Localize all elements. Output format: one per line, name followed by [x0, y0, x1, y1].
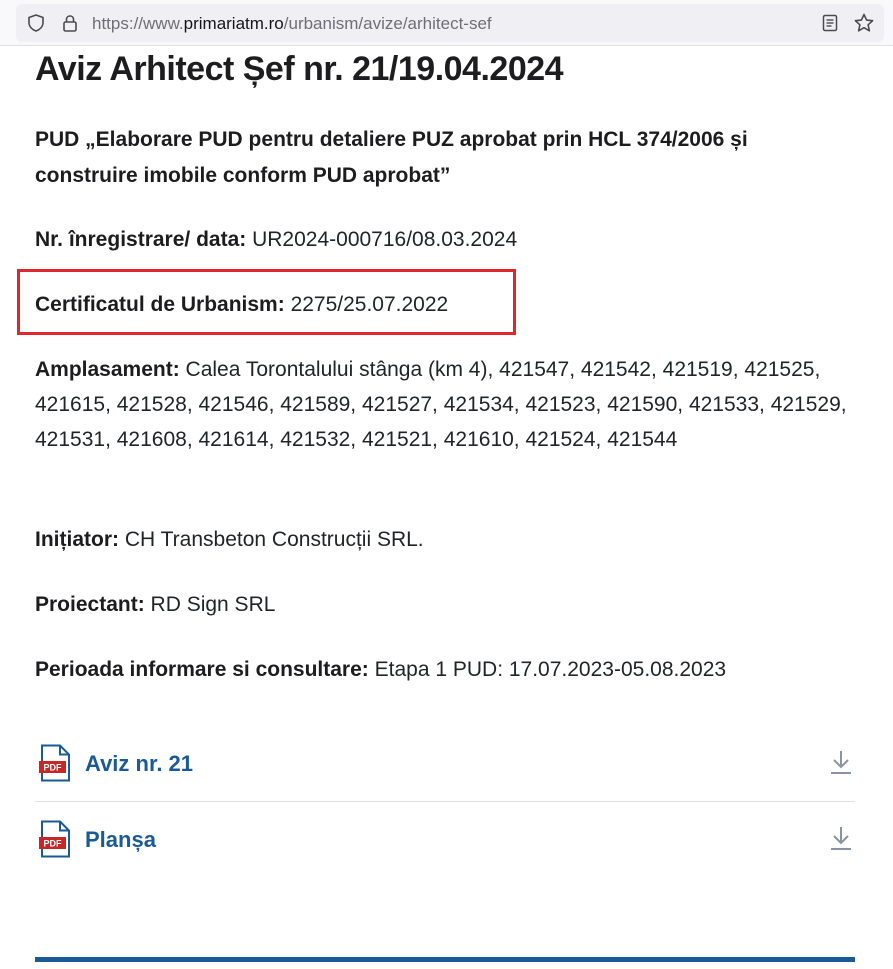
reader-view-icon[interactable]: [820, 13, 840, 33]
url-host: primariatm.ro: [183, 14, 284, 33]
pdf-file-icon: [39, 744, 71, 782]
period-value: Etapa 1 PUD: 17.07.2023-05.08.2023: [374, 658, 727, 681]
pdf-file-icon: [39, 820, 71, 858]
shield-icon[interactable]: [26, 13, 46, 33]
url-text[interactable]: [92, 14, 492, 34]
certificate-value: 2275/25.07.2022: [290, 293, 449, 316]
registration-value: UR2024-000716/08.03.2024: [252, 228, 518, 251]
period-field: [35, 652, 855, 687]
initiator-field: [35, 522, 855, 557]
designer-label: Proiectant:: [35, 593, 145, 616]
url-path: /urbanism/avize/arhitect-sef: [283, 14, 492, 33]
download-icon[interactable]: [829, 748, 853, 776]
initiator-label: Inițiator:: [35, 528, 119, 551]
attachment-divider: [35, 801, 855, 802]
footer-accent-bar: [35, 957, 855, 962]
certificate-field: [35, 287, 855, 322]
download-icon[interactable]: [829, 824, 853, 852]
location-label: Amplasament:: [35, 358, 180, 381]
pdf-badge: PDF: [43, 838, 62, 849]
project-description: PUD „Elaborare PUD pentru detaliere PUZ aprobat prin HCL 374/2006 și construire imobile conform PUD aprobat”: [35, 128, 748, 187]
location-field: [35, 352, 855, 457]
certificate-label: Certificatul de Urbanism:: [35, 293, 285, 316]
attachment-link[interactable]: Planșa: [85, 827, 156, 852]
attachment-link[interactable]: Aviz nr. 21: [85, 751, 194, 776]
attachment-item[interactable]: [35, 820, 855, 896]
address-bar[interactable]: [16, 4, 884, 42]
url-prefix: https://www.: [92, 14, 184, 33]
bookmark-star-icon[interactable]: [853, 12, 875, 34]
period-label: Perioada informare si consultare:: [35, 658, 369, 681]
registration-label: Nr. înregistrare/ data:: [35, 228, 247, 251]
initiator-value: CH Transbeton Construcții SRL.: [124, 528, 424, 551]
attachment-item[interactable]: [35, 744, 855, 820]
page-title: Aviz Arhitect Șef nr. 21/19.04.2024: [35, 50, 564, 88]
pdf-badge: PDF: [43, 762, 62, 773]
location-value: Calea Torontalului stânga (km 4), 421547, 421542, 421519, 421525, 421615, 421528, 421546, 421589, 421527, 421534, 421523, 421590, 421533, 421529, 421531, 421608, 421614, 421532, 421521, 421610, 421524, 421544: [35, 358, 847, 451]
designer-field: [35, 587, 855, 622]
designer-value: RD Sign SRL: [150, 593, 276, 616]
registration-field: [35, 222, 855, 257]
lock-icon[interactable]: [60, 13, 80, 33]
browser-toolbar: [0, 0, 893, 46]
